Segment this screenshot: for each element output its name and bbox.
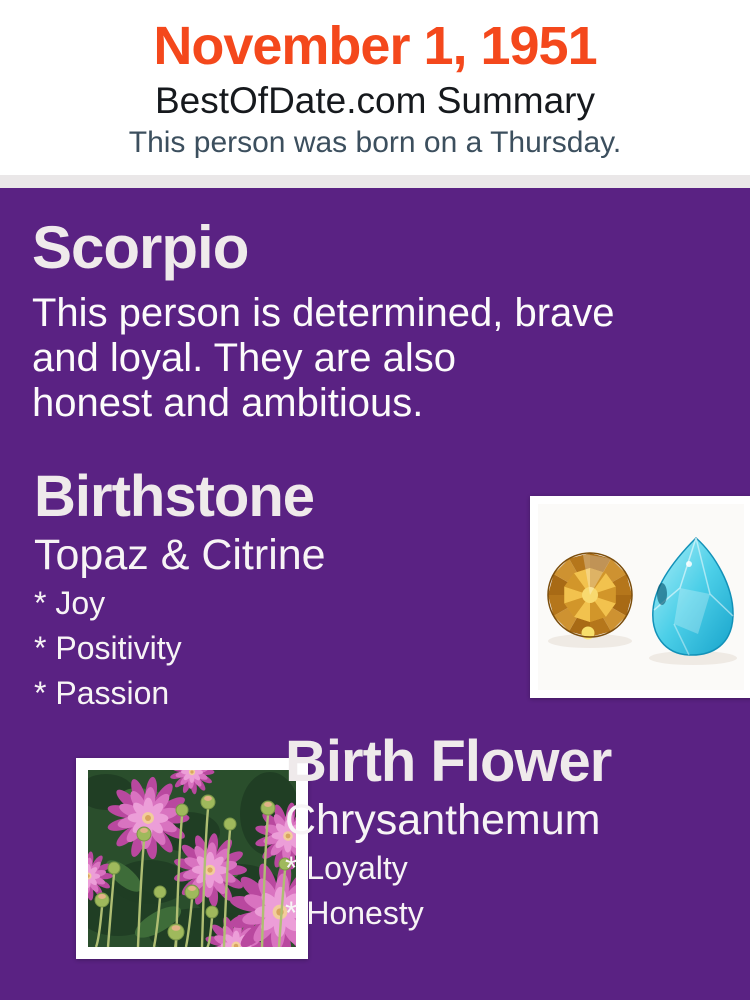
birthstone-section: [34, 464, 326, 716]
site-summary: BestOfDate.com Summary: [154, 80, 595, 121]
zodiac-heading: Scorpio: [32, 214, 249, 281]
birthstone-traits: [34, 581, 326, 716]
description-line: honest and ambitious.: [32, 381, 424, 425]
description-line: This person is determined, brave: [32, 291, 615, 335]
chrysanthemum-illustration: [88, 770, 296, 947]
birthstone-heading: Birthstone: [34, 464, 314, 529]
trait-item: * Honesty: [285, 895, 424, 931]
divider-strip: [0, 175, 750, 188]
birth-flower-section: [285, 729, 612, 936]
born-note: This person was born on a Thursday.: [128, 126, 622, 159]
birthstone-name: Topaz & Citrine: [34, 531, 326, 579]
trait-item: * Joy: [34, 585, 106, 621]
birth-flower-traits: [285, 846, 611, 936]
birthstone-photo: [530, 496, 750, 698]
gemstones-illustration: [538, 504, 744, 690]
description-line: and loyal. They are also: [32, 336, 456, 380]
birth-flower-name: Chrysanthemum: [285, 796, 601, 844]
page-title: November 1, 1951: [153, 16, 597, 76]
birth-flower-heading: Birth Flower: [285, 729, 612, 794]
birth-flower-photo: [76, 758, 308, 959]
zodiac-description: [32, 291, 615, 426]
trait-item: * Positivity: [34, 630, 182, 666]
main-section: [0, 188, 750, 1000]
header: [0, 0, 750, 175]
trait-item: * Passion: [34, 675, 170, 711]
trait-item: * Loyalty: [285, 850, 408, 886]
